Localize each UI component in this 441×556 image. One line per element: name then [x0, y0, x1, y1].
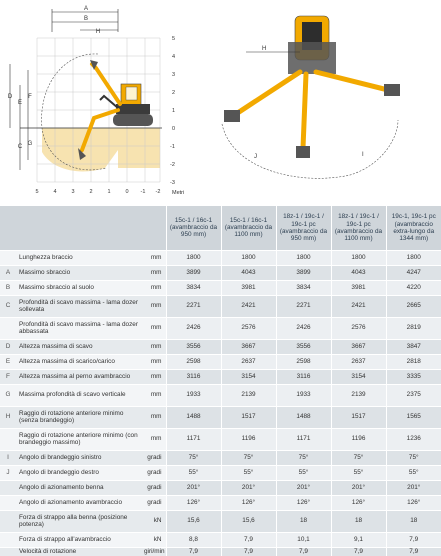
row-value: 3556 [276, 339, 331, 354]
row-value: 2598 [166, 354, 221, 369]
row-value: 1517 [221, 406, 276, 428]
table-row [0, 510, 441, 532]
row-unit: gradi [144, 450, 166, 465]
row-letter [0, 495, 16, 510]
row-unit: kN [144, 510, 166, 532]
row-value: 2819 [386, 317, 441, 339]
header-blank [144, 206, 166, 250]
row-value: 7,9 [386, 547, 441, 556]
row-value: 1171 [276, 428, 331, 450]
row-value: 9,1 [331, 532, 386, 547]
row-unit: mm [144, 384, 166, 406]
svg-text:1: 1 [172, 108, 176, 114]
dim-e-label: E [17, 100, 23, 106]
row-value: 75° [331, 450, 386, 465]
row-unit: gradi [144, 465, 166, 480]
row-label: Massimo sbraccio al suolo [16, 280, 144, 295]
row-value: 7,9 [221, 547, 276, 556]
row-value: 1800 [276, 250, 331, 265]
row-value: 7,9 [276, 547, 331, 556]
row-value: 55° [221, 465, 276, 480]
row-value: 7,9 [166, 547, 221, 556]
svg-text:2: 2 [172, 90, 176, 96]
dim-g-label: G [27, 141, 33, 147]
row-value: 55° [386, 465, 441, 480]
side-view-diagram [8, 6, 184, 196]
top-view-tracks [288, 42, 336, 74]
row-value: 2426 [276, 317, 331, 339]
row-value: 18 [331, 510, 386, 532]
row-letter [0, 317, 16, 339]
row-unit: mm [144, 295, 166, 317]
row-value: 1517 [331, 406, 386, 428]
excavator-cab-window [126, 87, 137, 100]
row-value: 7,9 [386, 532, 441, 547]
row-label: Massimo sbraccio [16, 265, 144, 280]
row-unit: mm [144, 250, 166, 265]
table-row [0, 369, 441, 384]
row-label: Profondità di scavo massima - lama dozer abbassata [16, 317, 144, 339]
row-value: 1800 [386, 250, 441, 265]
row-letter [0, 510, 16, 532]
dim-c-label: C [17, 144, 23, 150]
row-value: 3899 [166, 265, 221, 280]
row-letter [0, 532, 16, 547]
table-row [0, 317, 441, 339]
row-unit: mm [144, 280, 166, 295]
table-row [0, 250, 441, 265]
top-view-h-label: H [262, 46, 267, 52]
table-row [0, 354, 441, 369]
table-row [0, 450, 441, 465]
svg-text:4: 4 [53, 189, 57, 195]
row-value: 201° [276, 480, 331, 495]
row-letter: F [0, 369, 16, 384]
row-value: 3154 [221, 369, 276, 384]
row-value: 1565 [386, 406, 441, 428]
row-unit: mm [144, 369, 166, 384]
y-scale [170, 36, 175, 186]
row-value: 75° [166, 450, 221, 465]
row-value: 126° [386, 495, 441, 510]
row-letter [0, 250, 16, 265]
row-value: 3116 [166, 369, 221, 384]
ground-envelope-fill [118, 128, 160, 168]
table-row [0, 295, 441, 317]
row-value: 126° [276, 495, 331, 510]
row-value: 1236 [386, 428, 441, 450]
row-letter [0, 480, 16, 495]
dim-h-label: H [95, 29, 101, 35]
row-value: 3116 [276, 369, 331, 384]
svg-text:5: 5 [172, 36, 176, 42]
row-letter: I [0, 450, 16, 465]
row-value: 3335 [386, 369, 441, 384]
table-row [0, 465, 441, 480]
column-header: 18z-1 / 19c-1 / 19c-1 pc (avambraccio da 950 mm) [276, 206, 331, 250]
row-value: 7,9 [221, 532, 276, 547]
top-view-boom-right [316, 72, 388, 90]
top-view-boom-center [303, 74, 306, 148]
table-row [0, 339, 441, 354]
dim-a-label: A [83, 6, 89, 12]
table-row [0, 532, 441, 547]
row-value: 1800 [166, 250, 221, 265]
row-value: 126° [331, 495, 386, 510]
top-view-diagram [222, 16, 400, 178]
svg-text:-2: -2 [155, 189, 161, 195]
header-blank [0, 206, 16, 250]
column-header: 15c-1 / 16c-1 (avambraccio da 950 mm) [166, 206, 221, 250]
row-value: 201° [221, 480, 276, 495]
row-value: 2576 [221, 317, 276, 339]
row-value: 201° [386, 480, 441, 495]
row-value: 2421 [221, 295, 276, 317]
row-letter: E [0, 354, 16, 369]
row-value: 75° [276, 450, 331, 465]
table-row [0, 265, 441, 280]
column-header: 18z-1 / 19c-1 / 19c-1 pc (avambraccio da 1100 mm) [331, 206, 386, 250]
row-value: 126° [166, 495, 221, 510]
row-label: Angolo di brandeggio sinistro [16, 450, 144, 465]
row-letter: H [0, 406, 16, 428]
table-row [0, 495, 441, 510]
svg-text:1: 1 [107, 189, 111, 195]
row-value: 3154 [331, 369, 386, 384]
table-row [0, 280, 441, 295]
row-letter: G [0, 384, 16, 406]
row-label: Altezza massima di scavo [16, 339, 144, 354]
row-label: Velocità di rotazione [16, 547, 144, 556]
row-unit: mm [144, 265, 166, 280]
row-value: 1800 [331, 250, 386, 265]
row-value: 2598 [276, 354, 331, 369]
row-value: 4043 [331, 265, 386, 280]
row-letter [0, 547, 16, 556]
x-scale [35, 189, 160, 195]
row-value: 10,1 [276, 532, 331, 547]
svg-text:0: 0 [172, 126, 176, 132]
row-unit: gradi [144, 480, 166, 495]
row-value: 2665 [386, 295, 441, 317]
row-unit: mm [144, 317, 166, 339]
row-unit: mm [144, 354, 166, 369]
row-label: Altezza massima al perno avambraccio [16, 369, 144, 384]
table-row [0, 480, 441, 495]
row-label: Lunghezza braccio [16, 250, 144, 265]
row-value: 2139 [221, 384, 276, 406]
svg-text:-1: -1 [170, 144, 175, 150]
row-value: 2271 [276, 295, 331, 317]
specifications-table [0, 206, 441, 556]
row-value: 3847 [386, 339, 441, 354]
row-value: 4043 [221, 265, 276, 280]
row-value: 1800 [221, 250, 276, 265]
row-label: Angolo di azionamento avambraccio [16, 495, 144, 510]
row-unit: mm [144, 428, 166, 450]
row-value: 7,9 [331, 547, 386, 556]
row-value: 18 [276, 510, 331, 532]
svg-text:-2: -2 [170, 162, 175, 168]
row-value: 2139 [331, 384, 386, 406]
row-letter: D [0, 339, 16, 354]
row-value: 2426 [166, 317, 221, 339]
row-value: 75° [221, 450, 276, 465]
row-value: 55° [276, 465, 331, 480]
row-value: 2637 [331, 354, 386, 369]
table-header-row [0, 206, 441, 250]
top-view-j-label: J [254, 154, 257, 160]
row-letter [0, 428, 16, 450]
row-value: 15,6 [221, 510, 276, 532]
row-value: 201° [331, 480, 386, 495]
row-label: Forza di strappo all'avambraccio [16, 532, 144, 547]
row-value: 4220 [386, 280, 441, 295]
row-value: 3667 [221, 339, 276, 354]
row-value: 2375 [386, 384, 441, 406]
row-value: 3981 [221, 280, 276, 295]
svg-text:-3: -3 [170, 180, 175, 186]
column-header: 19c-1, 19c-1 pc (avambraccio extra-lungo da 1344 mm) [386, 206, 441, 250]
row-value: 2637 [221, 354, 276, 369]
dig-envelope-fill [42, 128, 118, 171]
table-row [0, 428, 441, 450]
row-value: 55° [331, 465, 386, 480]
row-value: 1933 [276, 384, 331, 406]
row-label: Massima profondità di scavo verticale [16, 384, 144, 406]
top-view-i-label: I [362, 152, 364, 158]
svg-text:0: 0 [125, 189, 129, 195]
row-label: Altezza massima di scarico/carico [16, 354, 144, 369]
row-letter: C [0, 295, 16, 317]
row-value: 1488 [276, 406, 331, 428]
row-unit: kN [144, 532, 166, 547]
x-unit-label: Metri [172, 190, 185, 196]
row-value: 2421 [331, 295, 386, 317]
row-value: 3899 [276, 265, 331, 280]
row-label: Angolo di azionamento benna [16, 480, 144, 495]
svg-text:4: 4 [172, 54, 176, 60]
column-header: 15c-1 / 16c-1 (avambraccio da 1100 mm) [221, 206, 276, 250]
row-value: 2576 [331, 317, 386, 339]
row-value: 1196 [331, 428, 386, 450]
row-value: 2818 [386, 354, 441, 369]
row-value: 3834 [276, 280, 331, 295]
header-blank [16, 206, 144, 250]
top-view-bucket-center [296, 146, 310, 158]
row-label: Forza di strappo alla benna (posizione potenza) [16, 510, 144, 532]
row-label: Profondità di scavo massima - lama dozer sollevata [16, 295, 144, 317]
row-value: 3981 [331, 280, 386, 295]
row-value: 18 [386, 510, 441, 532]
row-value: 201° [166, 480, 221, 495]
row-letter: B [0, 280, 16, 295]
row-label: Raggio di rotazione anteriore minimo (con brandeggio massimo) [16, 428, 144, 450]
row-unit: mm [144, 406, 166, 428]
row-unit: mm [144, 339, 166, 354]
table-row [0, 384, 441, 406]
row-value: 75° [386, 450, 441, 465]
row-value: 3834 [166, 280, 221, 295]
row-letter: A [0, 265, 16, 280]
row-value: 15,6 [166, 510, 221, 532]
row-unit: giri/min [144, 548, 165, 556]
svg-text:3: 3 [71, 189, 75, 195]
row-value: 8,8 [166, 532, 221, 547]
row-unit: gradi [144, 495, 166, 510]
table-row [0, 406, 441, 428]
top-view-bucket-left [224, 110, 240, 122]
dim-b-label: B [83, 16, 89, 22]
row-value: 1488 [166, 406, 221, 428]
table-row [0, 547, 441, 556]
row-value: 1171 [166, 428, 221, 450]
row-value: 1933 [166, 384, 221, 406]
svg-text:2: 2 [89, 189, 93, 195]
svg-text:5: 5 [35, 189, 39, 195]
svg-text:3: 3 [172, 72, 176, 78]
row-value: 4247 [386, 265, 441, 280]
svg-text:-1: -1 [140, 189, 146, 195]
row-value: 3556 [166, 339, 221, 354]
dim-f-label: F [28, 94, 32, 100]
row-label: Angolo di brandeggio destro [16, 465, 144, 480]
row-value: 1196 [221, 428, 276, 450]
dimensions-diagrams [0, 0, 441, 206]
row-value: 55° [166, 465, 221, 480]
row-label: Raggio di rotazione anteriore minimo (senza brandeggio) [16, 406, 144, 428]
row-letter: J [0, 465, 16, 480]
row-value: 2271 [166, 295, 221, 317]
dim-d-label: D [7, 94, 13, 100]
row-value: 126° [221, 495, 276, 510]
row-value: 3667 [331, 339, 386, 354]
top-view-boom-left [236, 72, 300, 114]
top-view-bucket-right [384, 84, 400, 96]
excavator-tracks [113, 114, 153, 126]
